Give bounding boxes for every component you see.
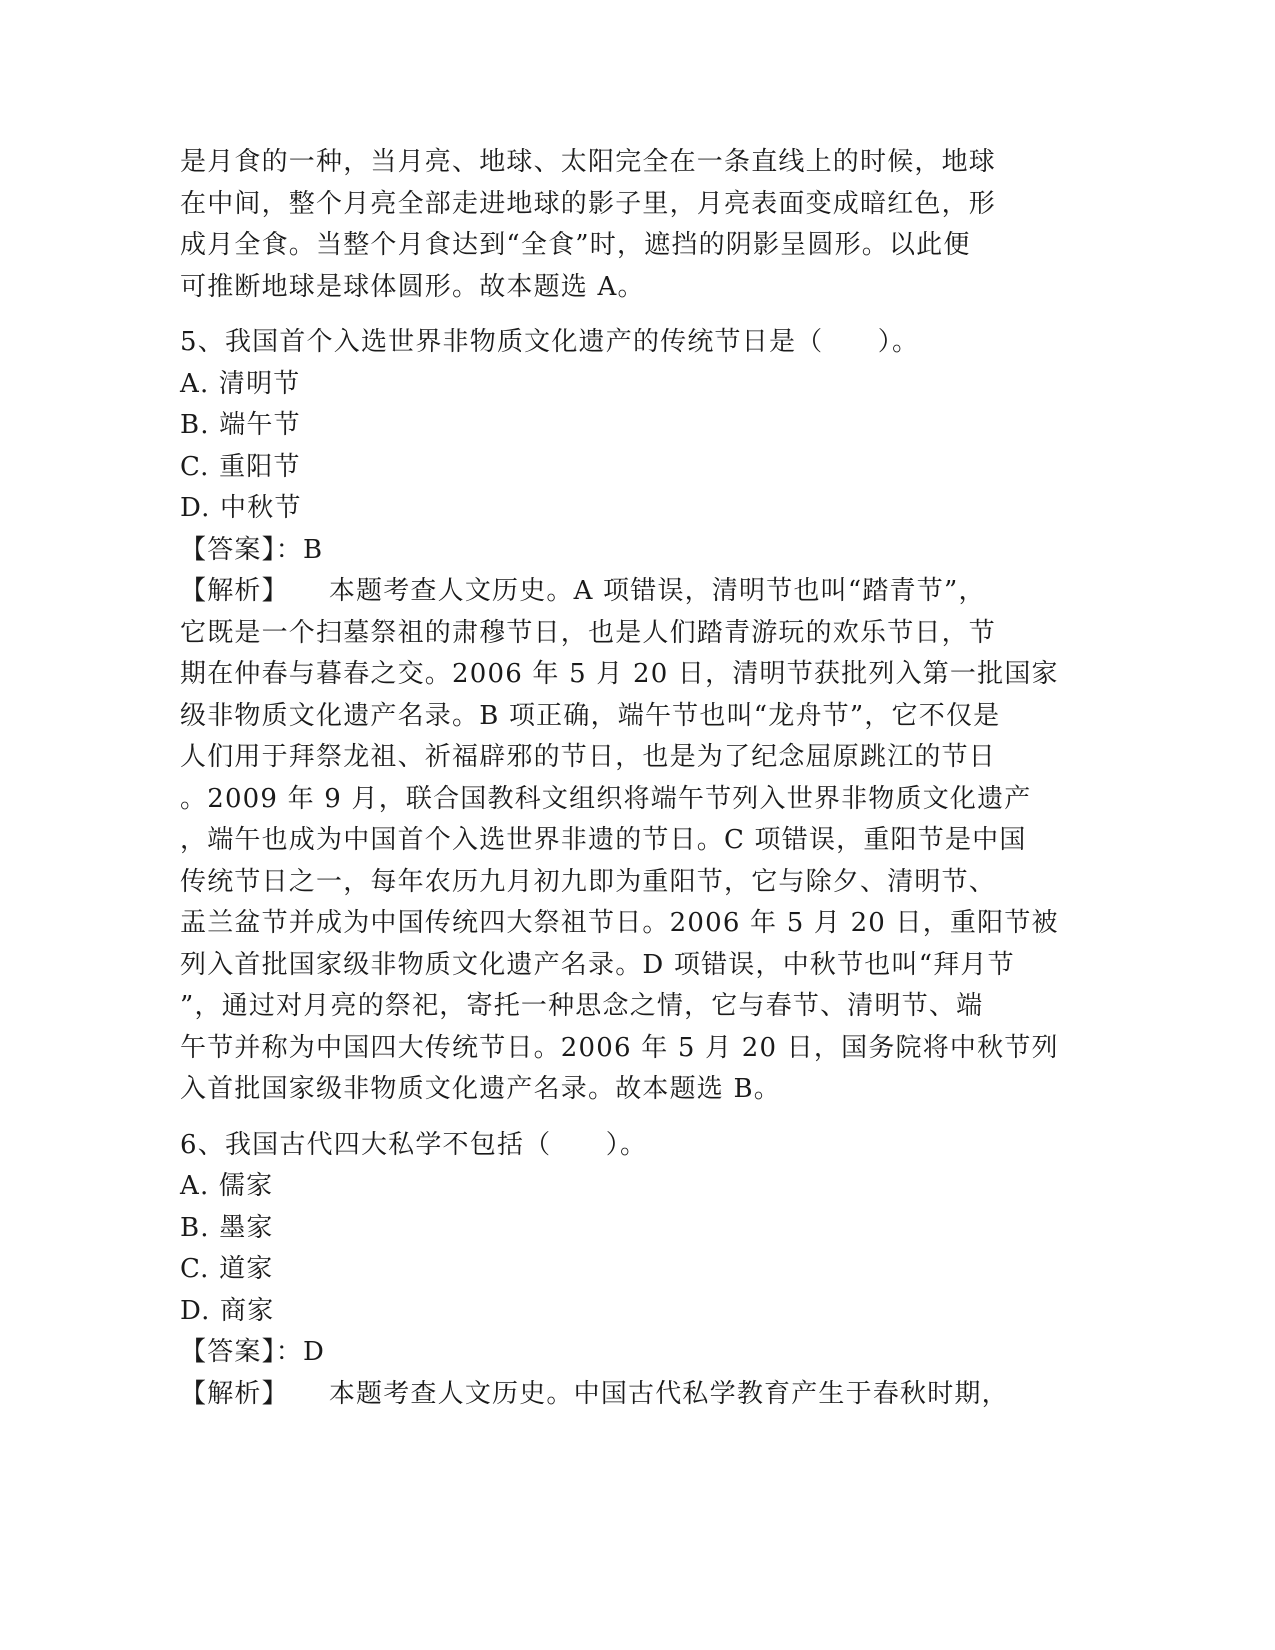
- text-line: 是月食的一种，当月亮、地球、太阳完全在一条直线上的时候，地球: [180, 147, 997, 177]
- text-line: 成月全食。当整个月食达到“全食”时，遮挡的阴影呈圆形。以此便: [180, 230, 971, 260]
- option-b: B. 端午节: [180, 410, 301, 440]
- text-line: 人们用于拜祭龙祖、祈福辟邪的节日，也是为了纪念屈原跳江的节日: [180, 742, 997, 772]
- text-line: 在中间，整个月亮全部走进地球的影子里，月亮表面变成暗红色，形: [180, 188, 997, 219]
- text-line: 可推断地球是球体圆形。故本题选 A。: [180, 271, 645, 302]
- text-line: 午节并称为中国四大传统节日。2006 年 5 月 20 日，国务院将中秋节列: [180, 1032, 1059, 1063]
- text-line: 它既是一个扫墓祭祖的肃穆节日，也是人们踏青游玩的欢乐节日，节: [180, 617, 997, 648]
- prev-explanation: [180, 142, 1080, 308]
- answer-value: B: [303, 534, 324, 565]
- answer-label: 【答案】：: [180, 534, 304, 565]
- question-text: 5、我国首个入选世界非物质文化遗产的传统节日是（ ）。: [180, 327, 920, 357]
- text-line: 传统节日之一，每年农历九月初九即为重阳节，它与除夕、清明节、: [180, 866, 997, 897]
- text-line: 级非物质文化遗产名录。B 项正确，端午节也叫“龙舟节”，它不仅是: [180, 700, 1001, 731]
- option-d: D. 中秋节: [180, 493, 302, 523]
- text-line: 期在仲春与暮春之交。2006 年 5 月 20 日，清明节获批列入第一批国家: [180, 659, 1059, 689]
- text-line: ，端午也成为中国首个入选世界非遗的节日。C 项错误，重阳节是中国: [180, 825, 1027, 855]
- option-b: B. 墨家: [180, 1212, 274, 1243]
- question-6: [180, 1125, 1080, 1416]
- text-line: ”，通过对月亮的祭祀，寄托一种思念之情，它与春节、清明节、端: [180, 991, 984, 1021]
- option-a: A. 清明节: [180, 368, 301, 399]
- text-line: 入首批国家级非物质文化遗产名录。故本题选 B。: [180, 1074, 781, 1104]
- question-5: [180, 322, 1080, 1111]
- answer-label: 【答案】：: [180, 1337, 304, 1367]
- option-a: A. 儒家: [180, 1171, 274, 1201]
- analysis-label: 【解析】: [180, 1378, 289, 1409]
- text-line: 列入首批国家级非物质文化遗产名录。D 项错误，中秋节也叫“拜月节: [180, 949, 1015, 980]
- analysis-text: 本题考查人文历史。中国古代私学教育产生于春秋时期，: [328, 1378, 1009, 1409]
- option-d: D. 商家: [180, 1295, 275, 1326]
- analysis-label: 【解析】: [180, 576, 289, 606]
- answer-line: [180, 530, 1080, 572]
- text-line: 盂兰盆节并成为中国传统四大祭祖节日。2006 年 5 月 20 日，重阳节被: [180, 908, 1059, 938]
- analysis-line: [180, 571, 1080, 613]
- analysis-line: [180, 1374, 1080, 1416]
- option-c: C. 重阳节: [180, 451, 301, 482]
- document-page: [180, 142, 1080, 1415]
- analysis-text: 本题考查人文历史。A 项错误，清明节也叫“踏青节”，: [328, 576, 986, 606]
- question-text: 6、我国古代四大私学不包括（ ）。: [180, 1129, 648, 1160]
- option-c: C. 道家: [180, 1254, 274, 1284]
- text-line: 。2009 年 9 月，联合国教科文组织将端午节列入世界非物质文化遗产: [180, 783, 1032, 814]
- answer-line: [180, 1332, 1080, 1374]
- answer-value: D: [303, 1337, 326, 1367]
